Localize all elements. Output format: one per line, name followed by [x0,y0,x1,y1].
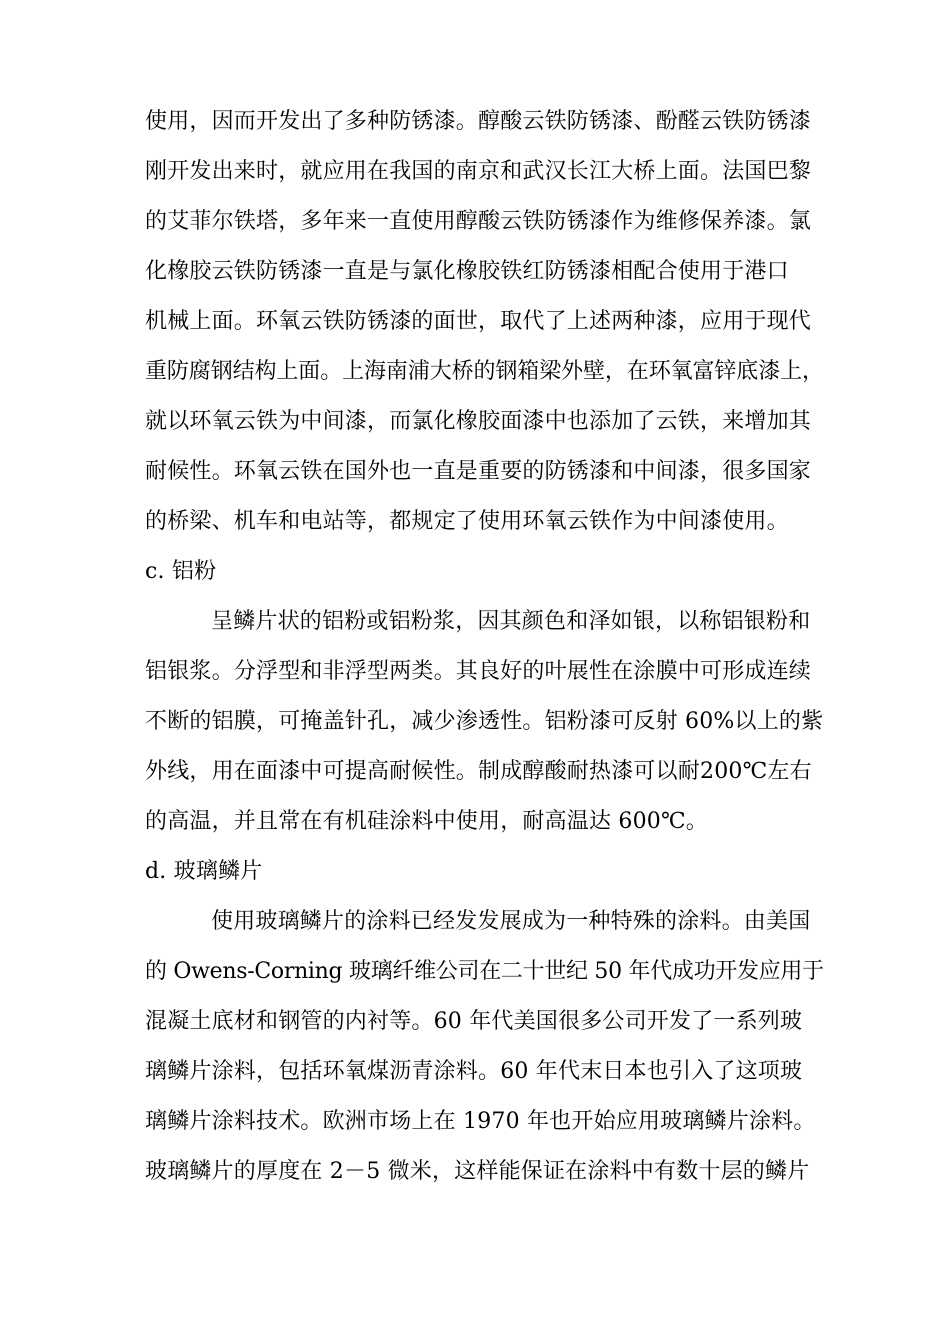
paragraph-line: 玻璃鳞片的厚度在 2－5 微米，这样能保证在涂料中有数十层的鳞片 [145,1159,810,1184]
paragraph-line: 的桥梁、机车和电站等，都规定了使用环氧云铁作为中间漆使用。 [145,509,789,534]
paragraph-line: 使用玻璃鳞片的涂料已经发发展成为一种特殊的涂料。由美国 [211,909,811,934]
paragraph-line: 刚开发出来时，就应用在我国的南京和武汉长江大桥上面。法国巴黎 [145,159,812,184]
paragraph-line: 的 Owens-Corning 玻璃纤维公司在二十世纪 50 年代成功开发应用于 [145,959,824,984]
paragraph-line: 混凝土底材和钢管的内衬等。60 年代美国很多公司开发了一系列玻 [145,1009,803,1034]
paragraph-line: 耐候性。环氧云铁在国外也一直是重要的防锈漆和中间漆，很多国家 [145,459,812,484]
paragraph-line: 外线，用在面漆中可提高耐候性。制成醇酸耐热漆可以耐200℃左右 [145,759,812,784]
paragraph-line: 璃鳞片涂料技术。欧洲市场上在 1970 年也开始应用玻璃鳞片涂料。 [145,1109,816,1134]
paragraph-line: 呈鳞片状的铝粉或铝粉浆，因其颜色和泽如银，以称铝银粉和 [211,609,811,634]
paragraph-line: 机械上面。环氧云铁防锈漆的面世，取代了上述两种漆，应用于现代 [145,309,812,334]
paragraph-line: 化橡胶云铁防锈漆一直是与氯化橡胶铁红防锈漆相配合使用于港口 [145,259,789,284]
paragraph-line: 的艾菲尔铁塔，多年来一直使用醇酸云铁防锈漆作为维修保养漆。氯 [145,209,812,234]
section-heading-glass-flake: d. 玻璃鳞片 [145,859,263,884]
paragraph-line: 就以环氧云铁为中间漆，而氯化橡胶面漆中也添加了云铁，来增加其 [145,409,812,434]
paragraph-line: 铝银浆。分浮型和非浮型两类。其良好的叶展性在涂膜中可形成连续 [145,659,812,684]
paragraph-line: 不断的铝膜，可掩盖针孔，减少渗透性。铝粉漆可反射 60%以上的紫 [145,709,824,734]
paragraph-line: 的高温，并且常在有机硅涂料中使用，耐高温达 600℃。 [145,809,708,834]
paragraph-line: 重防腐钢结构上面。上海南浦大桥的钢箱梁外壁，在环氧富锌底漆上， [145,359,824,384]
paragraph-line: 使用，因而开发出了多种防锈漆。醇酸云铁防锈漆、酚醛云铁防锈漆 [145,109,812,134]
paragraph-line: 璃鳞片涂料，包括环氧煤沥青涂料。60 年代末日本也引入了这项玻 [145,1059,803,1084]
section-heading-aluminum: c. 铝粉 [145,559,217,584]
